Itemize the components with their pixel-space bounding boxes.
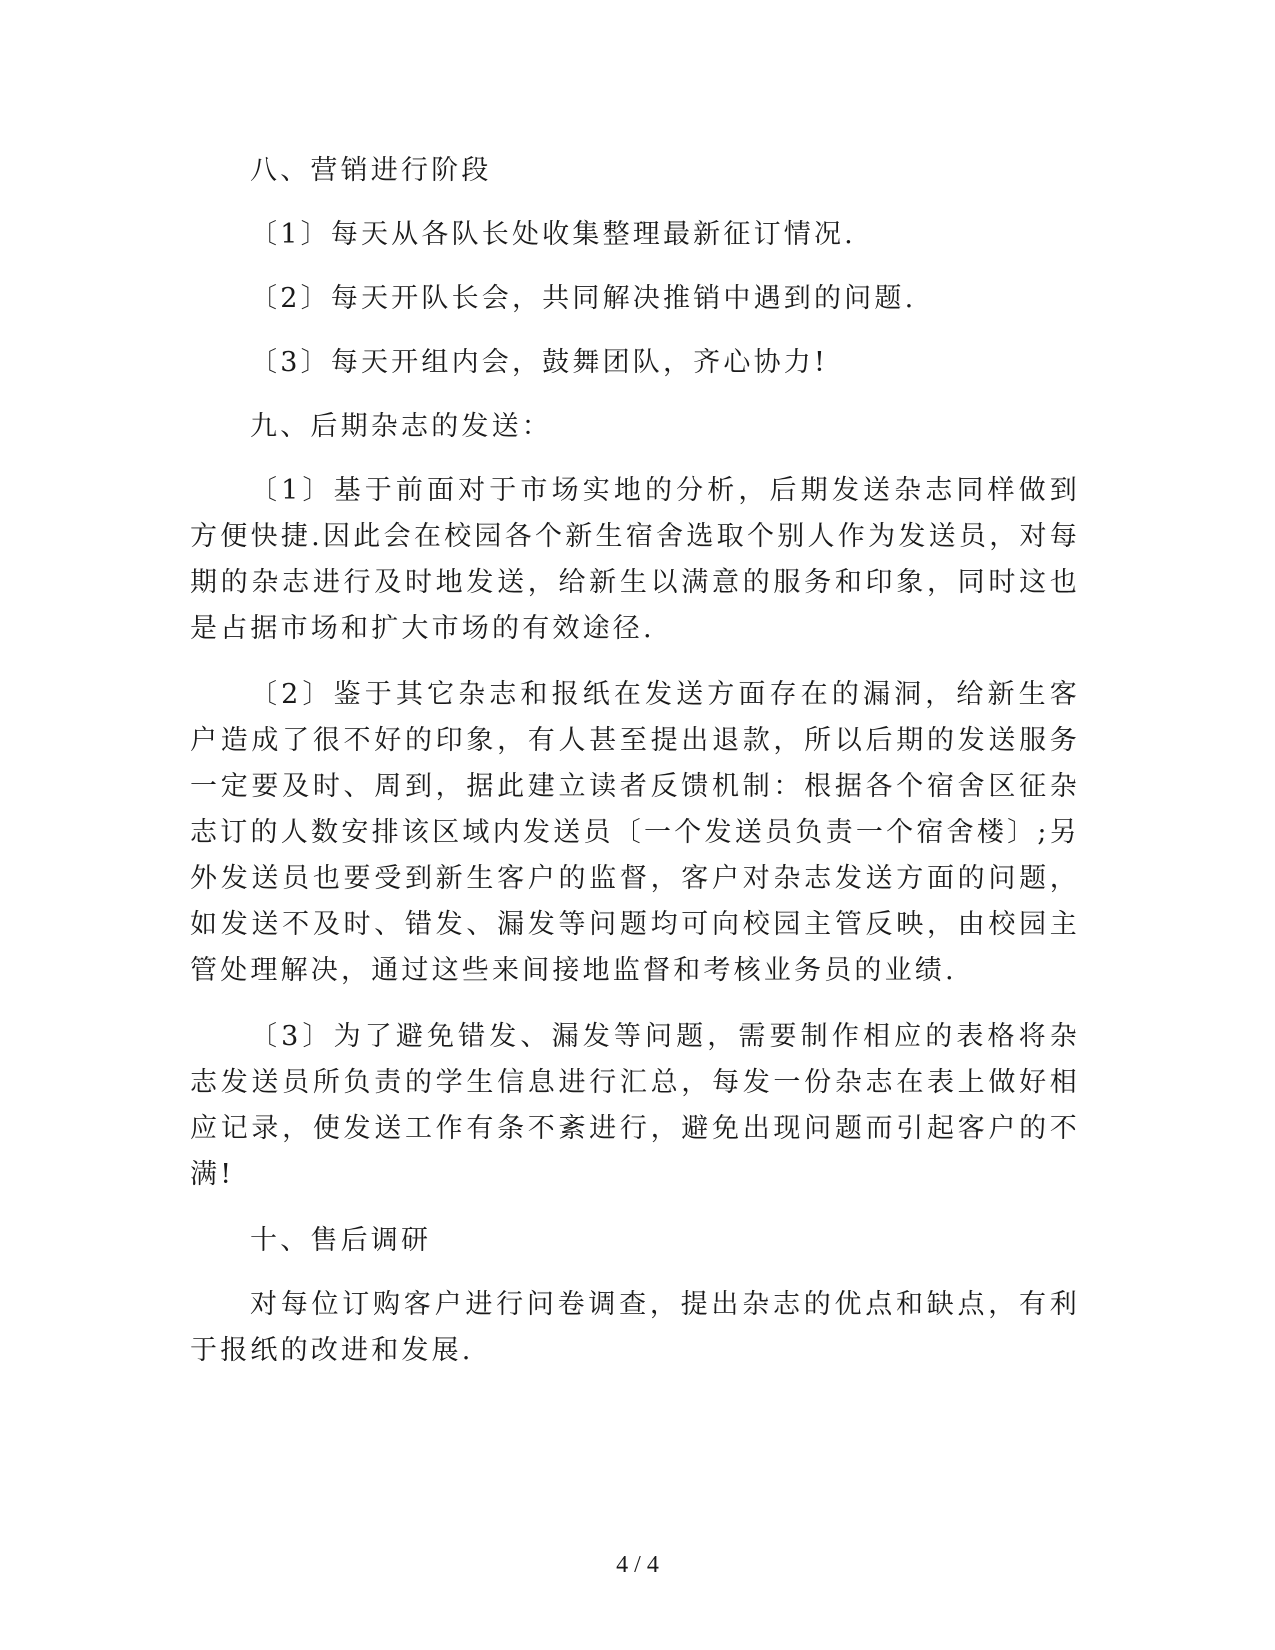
list-item: 〔1〕每天从各队长处收集整理最新征订情况.: [250, 219, 856, 250]
body-paragraph: 〔3〕为了避免错发、漏发等问题，需要制作相应的表格将杂志发送员所负责的学生信息进行汇总，每发一份杂志在表上做好相应记录，使发送工作有条不紊进行，避免出现问题而引起客户的不满!: [190, 1021, 1080, 1190]
list-item: 〔3〕每天开组内会，鼓舞团队，齐心协力!: [250, 347, 829, 378]
page-number: 4 / 4: [616, 1552, 659, 1578]
body-paragraph: 对每位订购客户进行问卷调查，提出杂志的优点和缺点，有利于报纸的改进和发展.: [190, 1289, 1080, 1366]
section-heading-8: 八、营销进行阶段: [250, 155, 492, 186]
body-paragraph: 〔2〕鉴于其它杂志和报纸在发送方面存在的漏洞，给新生客户造成了很不好的印象，有人甚至提出退款，所以后期的发送服务一定要及时、周到，据此建立读者反馈机制：根据各个宿舍区征杂志订的人数安排该区域内发送员〔一个发送员负责一个宿舍楼〕;另外发送员也要受到新生客户的监督，客户对杂志发送方面的问题，如发送不及时、错发、漏发等问题均可向校园主管反映，由校园主管处理解决，通过这些来间接地监督和考核业务员的业绩.: [190, 679, 1080, 986]
document-body: [190, 148, 1080, 1394]
body-paragraph: 〔1〕基于前面对于市场实地的分析，后期发送杂志同样做到方便快捷.因此会在校园各个新生宿舍选取个别人作为发送员，对每期的杂志进行及时地发送，给新生以满意的服务和印象，同时这也是占据市场和扩大市场的有效途径.: [190, 475, 1080, 644]
section-heading-10: 十、售后调研: [250, 1225, 432, 1256]
list-item: 〔2〕每天开队长会，共同解决推销中遇到的问题.: [250, 283, 917, 314]
section-heading-9: 九、后期杂志的发送：: [250, 411, 552, 442]
